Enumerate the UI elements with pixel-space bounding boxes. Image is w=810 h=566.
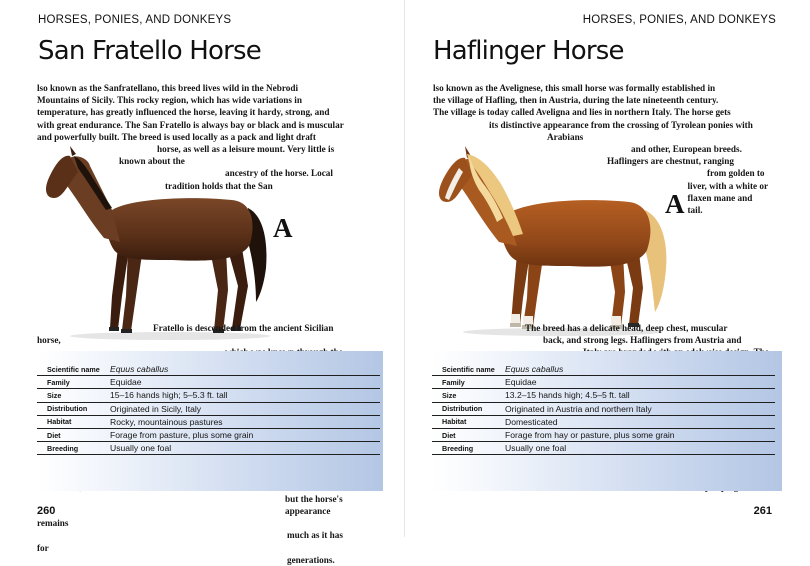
body-line: lso known as the Sanfratellano, this breed lives wild in the Nebrodi <box>37 83 299 93</box>
fact-row <box>37 363 380 376</box>
fact-row <box>432 428 775 441</box>
fact-value: Equus caballus <box>110 363 380 376</box>
fact-value: Rocky, mountainous pastures <box>110 415 380 428</box>
fact-row <box>37 376 380 389</box>
fact-row <box>37 402 380 415</box>
body-line: and powerfully built. The breed is used locally as a pack and light draft <box>37 131 316 142</box>
fact-row <box>432 402 775 415</box>
fact-value: Forage from hay or pasture, plus some grain <box>505 428 775 441</box>
drop-cap: A <box>273 213 293 243</box>
body-text <box>37 82 353 566</box>
fact-value: 15–16 hands high; 5–5.3 ft. tall <box>110 389 380 402</box>
body-line: back, and strong legs. Haflingers from Austria and <box>543 335 742 346</box>
body-line: appearance remains <box>37 506 331 529</box>
fact-row <box>432 389 775 402</box>
body-line: and other, European breeds. Haflingers are chestnut, ranging <box>607 144 742 167</box>
body-line: Fratello is descended from the ancient Sicilian horse, <box>37 323 334 346</box>
body-line: horse, as well as a leisure mount. Very little is known about the <box>119 144 335 167</box>
fact-label: Family <box>432 376 505 389</box>
fact-label: Distribution <box>432 402 505 415</box>
fact-value: Usually one foal <box>110 442 380 455</box>
body-line: The breed has a delicate head, deep chest, muscular <box>525 323 728 333</box>
fact-panel <box>432 351 782 491</box>
fact-label: Habitat <box>37 415 110 428</box>
section-header: HORSES, PONIES, AND DONKEYS <box>38 14 232 26</box>
fact-value: Originated in Austria and northern Italy <box>505 402 775 415</box>
fact-value: Usually one foal <box>505 442 775 455</box>
page-number: 261 <box>753 505 772 517</box>
fact-label: Scientific name <box>432 363 505 376</box>
body-line: ancestry of the horse. Local tradition holds that the San <box>165 168 333 191</box>
body-line: The village is today called Aveligna and lies in northern Italy. The horse gets <box>433 107 731 118</box>
fact-label: Size <box>432 389 505 402</box>
fact-row <box>37 389 380 402</box>
fact-label: Habitat <box>432 415 505 428</box>
fact-value: Equidae <box>110 376 380 389</box>
fact-value: 13.2–15 hands high; 4.5–5 ft. tall <box>505 389 775 402</box>
drop-cap: A <box>665 189 685 219</box>
fact-label: Size <box>37 389 110 402</box>
body-line: but the horse's <box>285 493 343 504</box>
fact-row <box>37 415 380 428</box>
fact-label: Diet <box>37 428 110 441</box>
fact-label: Diet <box>432 428 505 441</box>
body-line: with great endurance. The San Fratello is always bay or black and is muscular <box>37 119 344 130</box>
fact-value: Equidae <box>505 376 775 389</box>
section-header: HORSES, PONIES, AND DONKEYS <box>582 14 776 26</box>
page-title: San Fratello Horse <box>38 36 261 66</box>
fact-row <box>37 442 380 455</box>
body-line: temperature, has greatly influenced the horse, leaving it hardy, strong, and <box>37 107 330 118</box>
body-line: lso known as the Avelignese, this small horse was formally established in <box>433 83 716 93</box>
fact-panel <box>37 351 383 491</box>
fact-row <box>432 376 775 389</box>
body-line: generations. <box>287 554 335 565</box>
body-line: the village of Hafling, then in Austria, during the late nineteenth century. <box>433 95 719 106</box>
body-line: much as it has for <box>37 530 343 553</box>
fact-label: Family <box>37 376 110 389</box>
fact-value: Forage from pasture, plus some grain <box>110 428 380 441</box>
fact-table <box>37 363 380 455</box>
fact-label: Breeding <box>432 442 505 455</box>
fact-value: Domesticated <box>505 415 775 428</box>
left-page <box>0 0 405 565</box>
fact-row <box>432 415 775 428</box>
body-line: its distinctive appearance from the crossing of Tyrolean ponies with Arabians <box>489 119 753 142</box>
page-number: 260 <box>37 505 56 517</box>
fact-row <box>37 428 380 441</box>
fact-value: Originated in Sicily, Italy <box>110 402 380 415</box>
fact-label: Breeding <box>37 442 110 455</box>
fact-label: Distribution <box>37 402 110 415</box>
right-page <box>405 0 810 537</box>
fact-table <box>432 363 775 455</box>
fact-row <box>432 442 775 455</box>
fact-row <box>432 363 775 376</box>
fact-label: Scientific name <box>37 363 110 376</box>
fact-value: Equus caballus <box>505 363 775 376</box>
body-line: Mountains of Sicily. This rocky region, which has wide variations in <box>37 95 302 106</box>
page-title: Haflinger Horse <box>433 36 624 66</box>
body-line: from golden to liver, with a white or flaxen mane and tail. <box>687 168 768 216</box>
